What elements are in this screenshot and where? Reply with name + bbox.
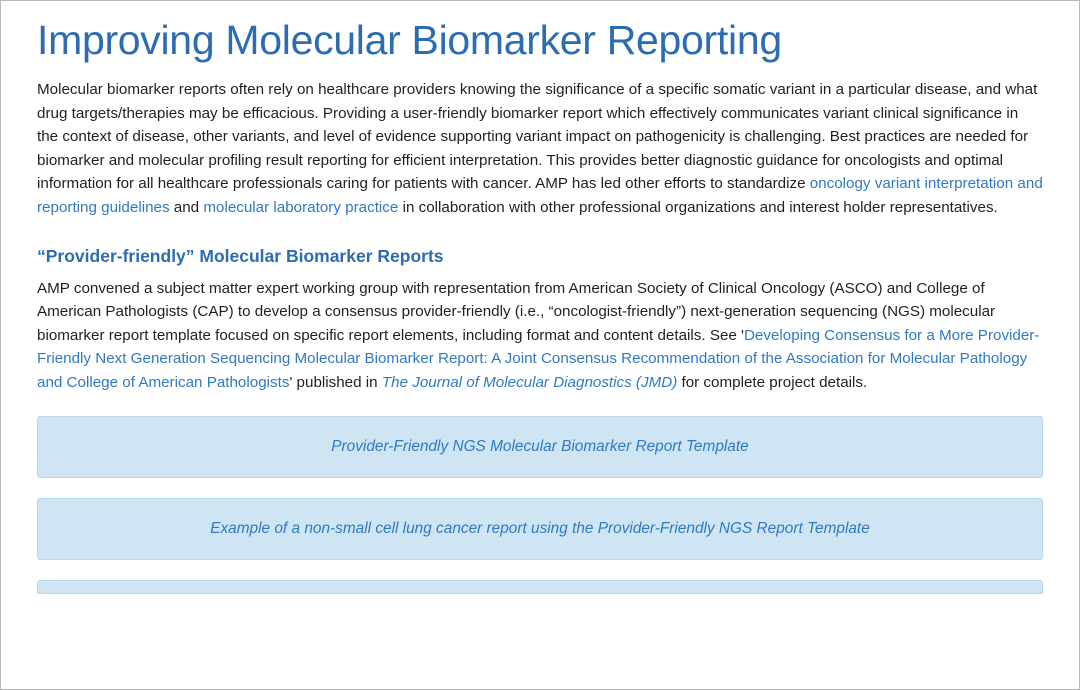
section-text-part-2: ' published in <box>289 373 382 391</box>
link-molecular-laboratory-practice[interactable]: molecular laboratory practice <box>203 198 399 216</box>
link-journal-of-molecular-diagnostics[interactable]: The Journal of Molecular Diagnostics (JMD) <box>381 373 678 391</box>
page-title: Improving Molecular Biomarker Reporting <box>37 17 782 63</box>
intro-text-part-3: in collaboration with other professional organizations and interest holder representatives. <box>398 198 998 216</box>
banner-nsclc-example[interactable] <box>37 498 1043 560</box>
banner-link-report-template[interactable]: Provider-Friendly NGS Molecular Biomarker Report Template <box>331 438 749 456</box>
banner-report-template[interactable] <box>37 416 1043 478</box>
intro-text-part-2: and <box>169 198 204 216</box>
link-developing-consensus-article[interactable]: Developing Consensus for a More Provider-Friendly Next Generation Sequencing Molecular Biomarker Report: A Joint Consensus Recommendation of the Association for Molecular Pathology and College of American Pathologists <box>37 326 1040 391</box>
link-oncology-variant-guidelines[interactable]: oncology variant interpretation and reporting guidelines <box>37 175 1043 216</box>
intro-text-part-1: Molecular biomarker reports often rely on healthcare providers knowing the significance of a specific somatic variant in a particular disease, and what drug targets/therapies may be efficacious. Providing a user-friendly biomarker report which effectively communicates variant clinical significance in the context of disease, other variants, and level of evidence supporting variant impact on pathogenicity is challenging. Best practices are needed for biomarker and molecular profiling result reporting for efficient interpretation. This provides better diagnostic guidance for oncologists and optimal information for all healthcare professionals caring for patients with cancer. AMP has led other efforts to standardize <box>37 81 1038 193</box>
section-heading-provider-friendly-reports: “Provider-friendly” Molecular Biomarker Reports <box>37 245 444 266</box>
intro-paragraph <box>37 78 1043 219</box>
section-paragraph <box>37 277 1043 395</box>
banner-third-partial[interactable] <box>37 580 1043 594</box>
section-text-part-1: AMP convened a subject matter expert working group with representation from American Society of Clinical Oncology (ASCO) and College of American Pathologists (CAP) to develop a consensus provider-friendly (i.e., “oncologist-friendly”) next-generation sequencing (NGS) molecular biomarker report template focused on specific report elements, including format and content details. See ' <box>37 279 996 344</box>
banner-link-nsclc-example[interactable]: Example of a non-small cell lung cancer report using the Provider-Friendly NGS Report Template <box>210 520 870 538</box>
section-text-part-3: for complete project details. <box>677 373 868 391</box>
